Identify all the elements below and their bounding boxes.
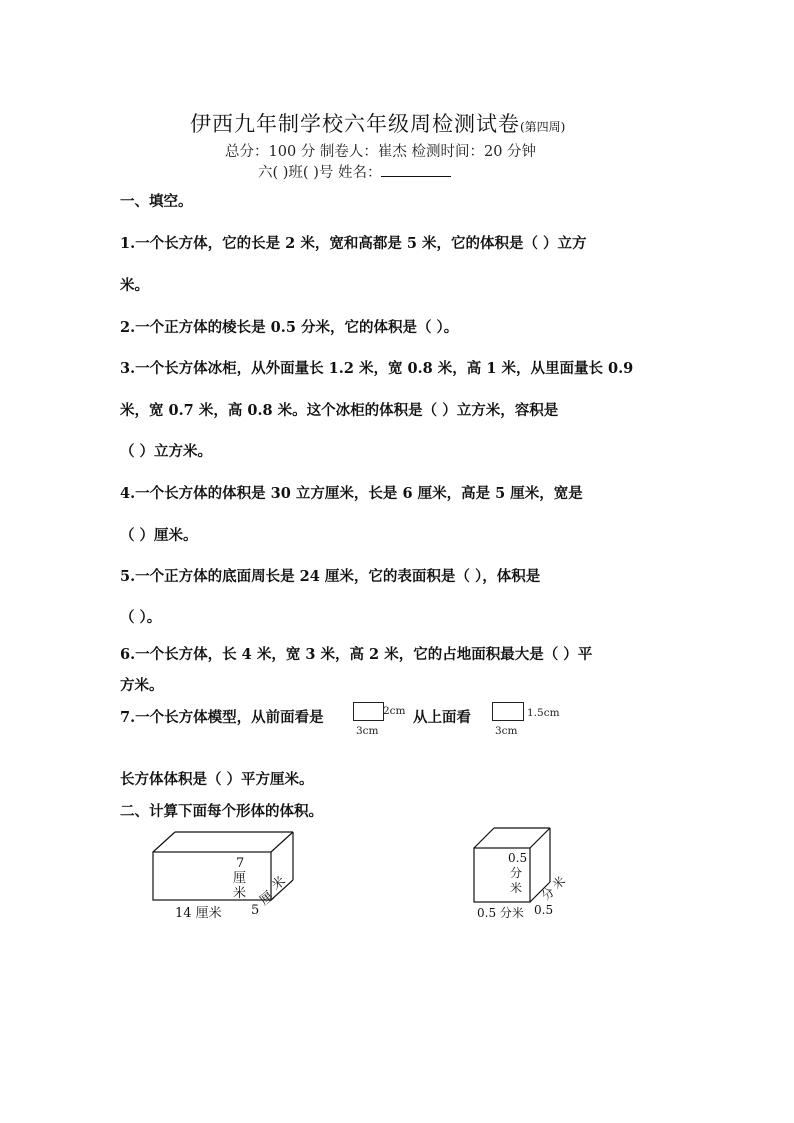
title-suffix: (第四周) (520, 120, 566, 134)
cuboid-length-label: 14 厘米 (175, 906, 222, 921)
question-5-line2: （ ）。 (120, 609, 162, 626)
exam-info: 总分：100 分 制卷人：崔杰 检测时间：20 分钟 (225, 144, 537, 160)
question-3-line2: 米，宽 0.7 米，高 0.8 米。这个冰柜的体积是（ ）立方米，容积是 (120, 402, 559, 419)
title-text: 伊西九年制学校六年级周检测试卷 (190, 112, 520, 136)
top-view-rect (492, 702, 524, 721)
front-view-rect (353, 702, 384, 721)
question-1-line2: 米。 (120, 277, 149, 294)
question-7-mid: 从上面看 (413, 709, 471, 726)
cube-width-unit2: 米 (549, 873, 569, 893)
cuboid-height-unit2: 米 (233, 886, 247, 901)
front-view-side-label: 2cm (383, 705, 406, 717)
front-view-bottom-label: 3cm (356, 725, 379, 737)
top-view-side-label: 1.5cm (527, 707, 560, 719)
page-title (190, 108, 565, 138)
question-4-line2: （ ）厘米。 (120, 527, 198, 544)
cube-length-label: 0.5 分米 (477, 906, 524, 920)
question-3-line3: （ ）立方米。 (120, 443, 213, 460)
question-4-line1: 4.一个长方体的体积是 30 立方厘米，长是 6 厘米，高是 5 厘米，宽是 (120, 485, 583, 502)
section1-heading: 一、填空。 (120, 193, 193, 210)
question-7-result: 长方体体积是（ ）平方厘米。 (120, 771, 314, 788)
student-info-line (258, 161, 451, 182)
cuboid-height-value: 7 (236, 856, 245, 871)
question-6-line1: 6.一个长方体，长 4 米，宽 3 米，高 2 米，它的占地面积最大是（ ）平 (120, 646, 593, 663)
cube-height-value: 0.5 (508, 851, 528, 865)
cube-height-unit1: 分 (510, 866, 523, 880)
cuboid-figure (145, 822, 335, 932)
cuboid-width-unit2: 米 (269, 873, 289, 894)
question-3-line1: 3.一个长方体冰柜，从外面量长 1.2 米，宽 0.8 米，高 1 米，从里面量长 0.9 (120, 360, 634, 377)
class-line: 六( )班( )号 姓名： (258, 165, 382, 181)
section2-heading: 二、计算下面每个形体的体积。 (120, 803, 323, 820)
question-5-line1: 5.一个正方体的底面周长是 24 厘米，它的表面积是（ ），体积是 (120, 568, 541, 585)
question-2: 2.一个正方体的棱长是 0.5 分米，它的体积是（ ）。 (120, 319, 459, 336)
question-6-line2: 方米。 (120, 677, 164, 694)
top-view-bottom-label: 3cm (495, 725, 518, 737)
question-7-prefix: 7.一个长方体模型，从前面看是 (120, 709, 324, 726)
cuboid-width-value: 5 (251, 903, 260, 918)
cube-width-value: 0.5 (534, 903, 554, 917)
cube-height-unit2: 米 (510, 881, 523, 895)
cube-width-unit1: 分 (538, 884, 558, 904)
cube-figure (468, 822, 578, 932)
name-blank (381, 162, 451, 177)
cuboid-height-unit1: 厘 (233, 871, 247, 886)
cuboid-width-unit1: 厘 (257, 888, 277, 909)
question-1-line1: 1.一个长方体，它的长是 2 米，宽和高都是 5 米，它的体积是（ ）立方 (120, 235, 587, 252)
